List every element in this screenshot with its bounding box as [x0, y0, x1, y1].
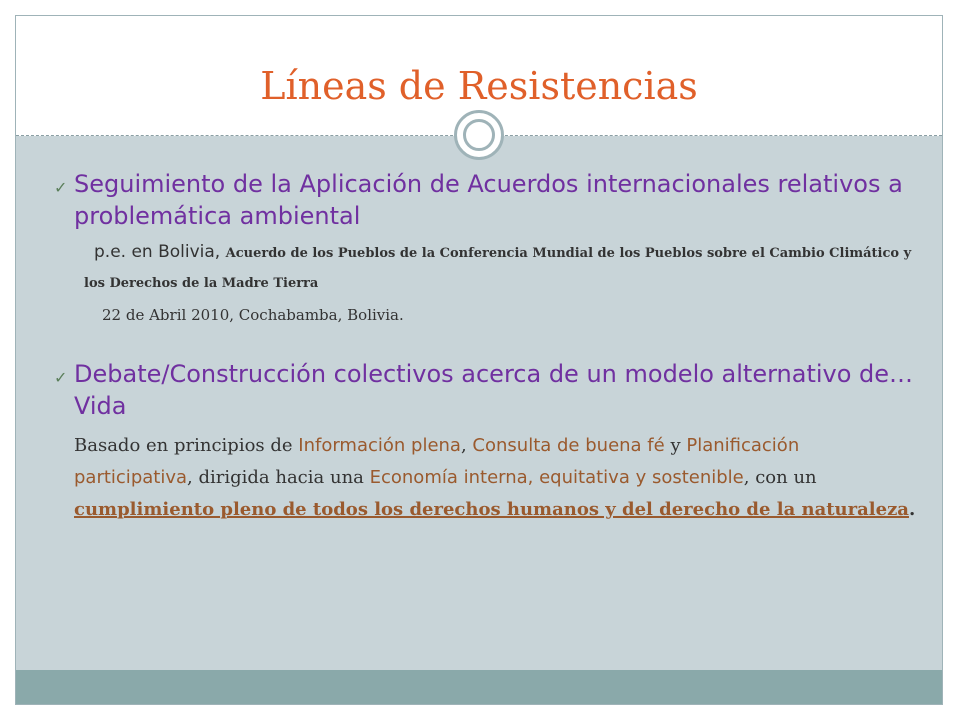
example-agreement: Acuerdo de los Pueblos de la Conferencia Mundial de los Pueblos sobre el Cambio Climático y los Derechos de la Madre Tierra	[84, 246, 912, 291]
desc-part-2: ,	[460, 435, 473, 456]
checkmark-icon: ✓	[54, 178, 68, 197]
highlight-consulta: Consulta de buena fé	[472, 435, 665, 456]
bullet-1-example	[84, 238, 916, 298]
checkmark-icon: ✓	[54, 368, 68, 387]
bullet-2-text: Debate/Construcción colectivos acerca de un modelo alternativo de… Vida	[74, 360, 914, 420]
desc-end: .	[908, 499, 916, 520]
bullet-1-text: Seguimiento de la Aplicación de Acuerdos internacionales relativos a problemática ambiental	[74, 170, 903, 230]
desc-part-3: y	[664, 435, 687, 456]
highlight-informacion: Información plena	[298, 435, 461, 456]
emphasis-derechos: cumplimiento pleno de todos los derechos humanos y del derecho de la naturaleza	[74, 499, 909, 520]
footer-bar	[16, 670, 942, 704]
bullet-2	[56, 358, 916, 422]
desc-part-5: , con un	[743, 467, 817, 488]
slide-content	[56, 168, 916, 526]
ring-inner	[463, 119, 495, 151]
highlight-planificacion: Planificación participativa	[74, 435, 800, 488]
slide-title: Líneas de Resistencias	[260, 64, 698, 108]
bullet-1-date: 22 de Abril 2010, Cochabamba, Bolivia.	[102, 306, 404, 324]
example-lead: p.e. en Bolivia,	[94, 242, 221, 262]
bullet-1	[56, 168, 916, 232]
bullet-2-description	[74, 430, 916, 526]
ring-ornament-icon	[454, 110, 504, 160]
highlight-economia: Economía interna, equitativa y sostenible	[369, 467, 744, 488]
slide	[15, 15, 943, 705]
desc-part-4: , dirigida hacia una	[187, 467, 370, 488]
desc-part-1: Basado en principios de	[74, 435, 299, 456]
